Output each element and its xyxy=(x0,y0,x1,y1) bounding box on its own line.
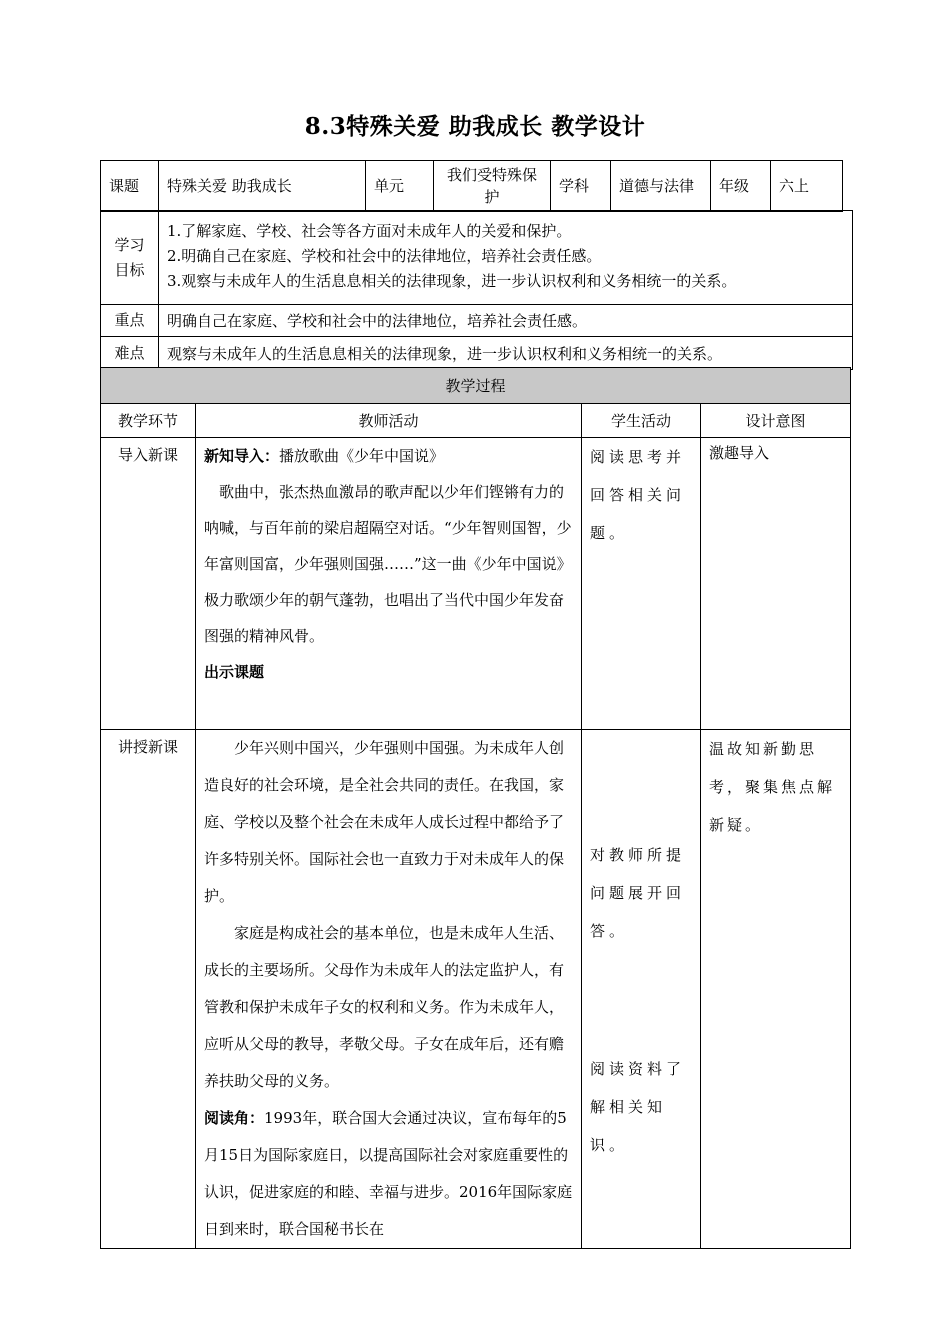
student-activity xyxy=(582,730,701,1249)
subject-value: 道德与法律 xyxy=(611,161,711,212)
key-point-text: 明确自己在家庭、学校和社会中的法律地位，培养社会责任感。 xyxy=(159,305,853,337)
unit-label: 单元 xyxy=(366,161,434,212)
header-teacher: 教师活动 xyxy=(196,404,582,438)
stage-cell: 导入新课 xyxy=(101,438,196,730)
subject-label: 学科 xyxy=(551,161,611,212)
teacher-paragraph: 家庭是构成社会的基本单位，也是未成年人生活、成长的主要场所。父母作为未成年人的法定监护人，有管教和保护未成年子女的权利和义务。作为未成年人，应听从父母的教导，孝敬父母。子女在成年后，还有赡养扶助父母的义务。 xyxy=(204,924,565,1090)
lead-in-bold: 新知导入： xyxy=(204,447,280,465)
goal-item: 3.观察与未成年人的生活息息相关的法律现象，进一步认识权利和义务相统一的关系。 xyxy=(167,272,737,290)
difficulty-text: 观察与未成年人的生活息息相关的法律现象，进一步认识权利和义务相统一的关系。 xyxy=(159,337,853,370)
teacher-activity xyxy=(196,730,582,1249)
goals-table xyxy=(100,210,853,370)
student-activity-answer: 对教师所提问题展开回答。 xyxy=(590,846,686,940)
difficulty-label: 难点 xyxy=(101,337,159,370)
stage-cell: 讲授新课 xyxy=(101,730,196,1249)
goal-item: 1.了解家庭、学校、社会等各方面对未成年人的关爱和保护。 xyxy=(167,222,572,240)
goal-item: 2.明确自己在家庭、学校和社会中的法律地位，培养社会责任感。 xyxy=(167,247,602,265)
lead-in-paragraph: 歌曲中，张杰热血激昂的歌声配以少年们铿锵有力的呐喊，与百年前的梁启超隔空对话。“少年智则国智，少年富则国富，少年强则国强……”这一曲《少年中国说》极力歌颂少年的朝气蓬勃，也唱出了当代中国少年发奋图强的精神风骨。 xyxy=(204,483,572,645)
student-activity: 阅读思考并回答相关问题。 xyxy=(582,438,701,730)
lead-in-text: 播放歌曲《少年中国说》 xyxy=(279,447,445,465)
header-stage: 教学环节 xyxy=(101,404,196,438)
reading-corner-bold: 阅读角： xyxy=(204,1109,265,1127)
design-intent: 激趣导入 xyxy=(701,438,851,730)
document-title: 8.3特殊关爱 助我成长 教学设计 xyxy=(304,113,646,140)
design-intent: 温故知新勤思考，聚集焦点解新疑。 xyxy=(701,730,851,1249)
process-table xyxy=(100,367,851,1249)
teacher-activity xyxy=(196,438,582,730)
unit-value: 我们受特殊保护 xyxy=(434,161,551,212)
topic-label: 课题 xyxy=(101,161,159,212)
header-intent: 设计意图 xyxy=(701,404,851,438)
info-table xyxy=(100,160,843,212)
show-topic: 出示课题 xyxy=(204,663,265,681)
student-activity-read: 阅读资料了解相关知识。 xyxy=(590,1060,686,1154)
process-title: 教学过程 xyxy=(101,368,851,404)
grade-value: 六上 xyxy=(771,161,843,212)
goals-label: 学习目标 xyxy=(101,211,159,305)
grade-label: 年级 xyxy=(711,161,771,212)
reading-corner-text: 1993年，联合国大会通过决议，宣布每年的5月15日为国际家庭日，以提高国际社会对家庭重要性的认识，促进家庭的和睦、幸福与进步。2016年国际家庭日到来时，联合国秘书长在 xyxy=(204,1109,573,1238)
header-student: 学生活动 xyxy=(582,404,701,438)
topic-value: 特殊关爱 助我成长 xyxy=(159,161,366,212)
teacher-paragraph: 少年兴则中国兴，少年强则中国强。为未成年人创造良好的社会环境，是全社会共同的责任。在我国，家庭、学校以及整个社会在未成年人成长过程中都给予了许多特别关怀。国际社会也一直致力于对未成年人的保护。 xyxy=(204,739,565,905)
key-point-label: 重点 xyxy=(101,305,159,337)
goals-list xyxy=(159,211,853,305)
